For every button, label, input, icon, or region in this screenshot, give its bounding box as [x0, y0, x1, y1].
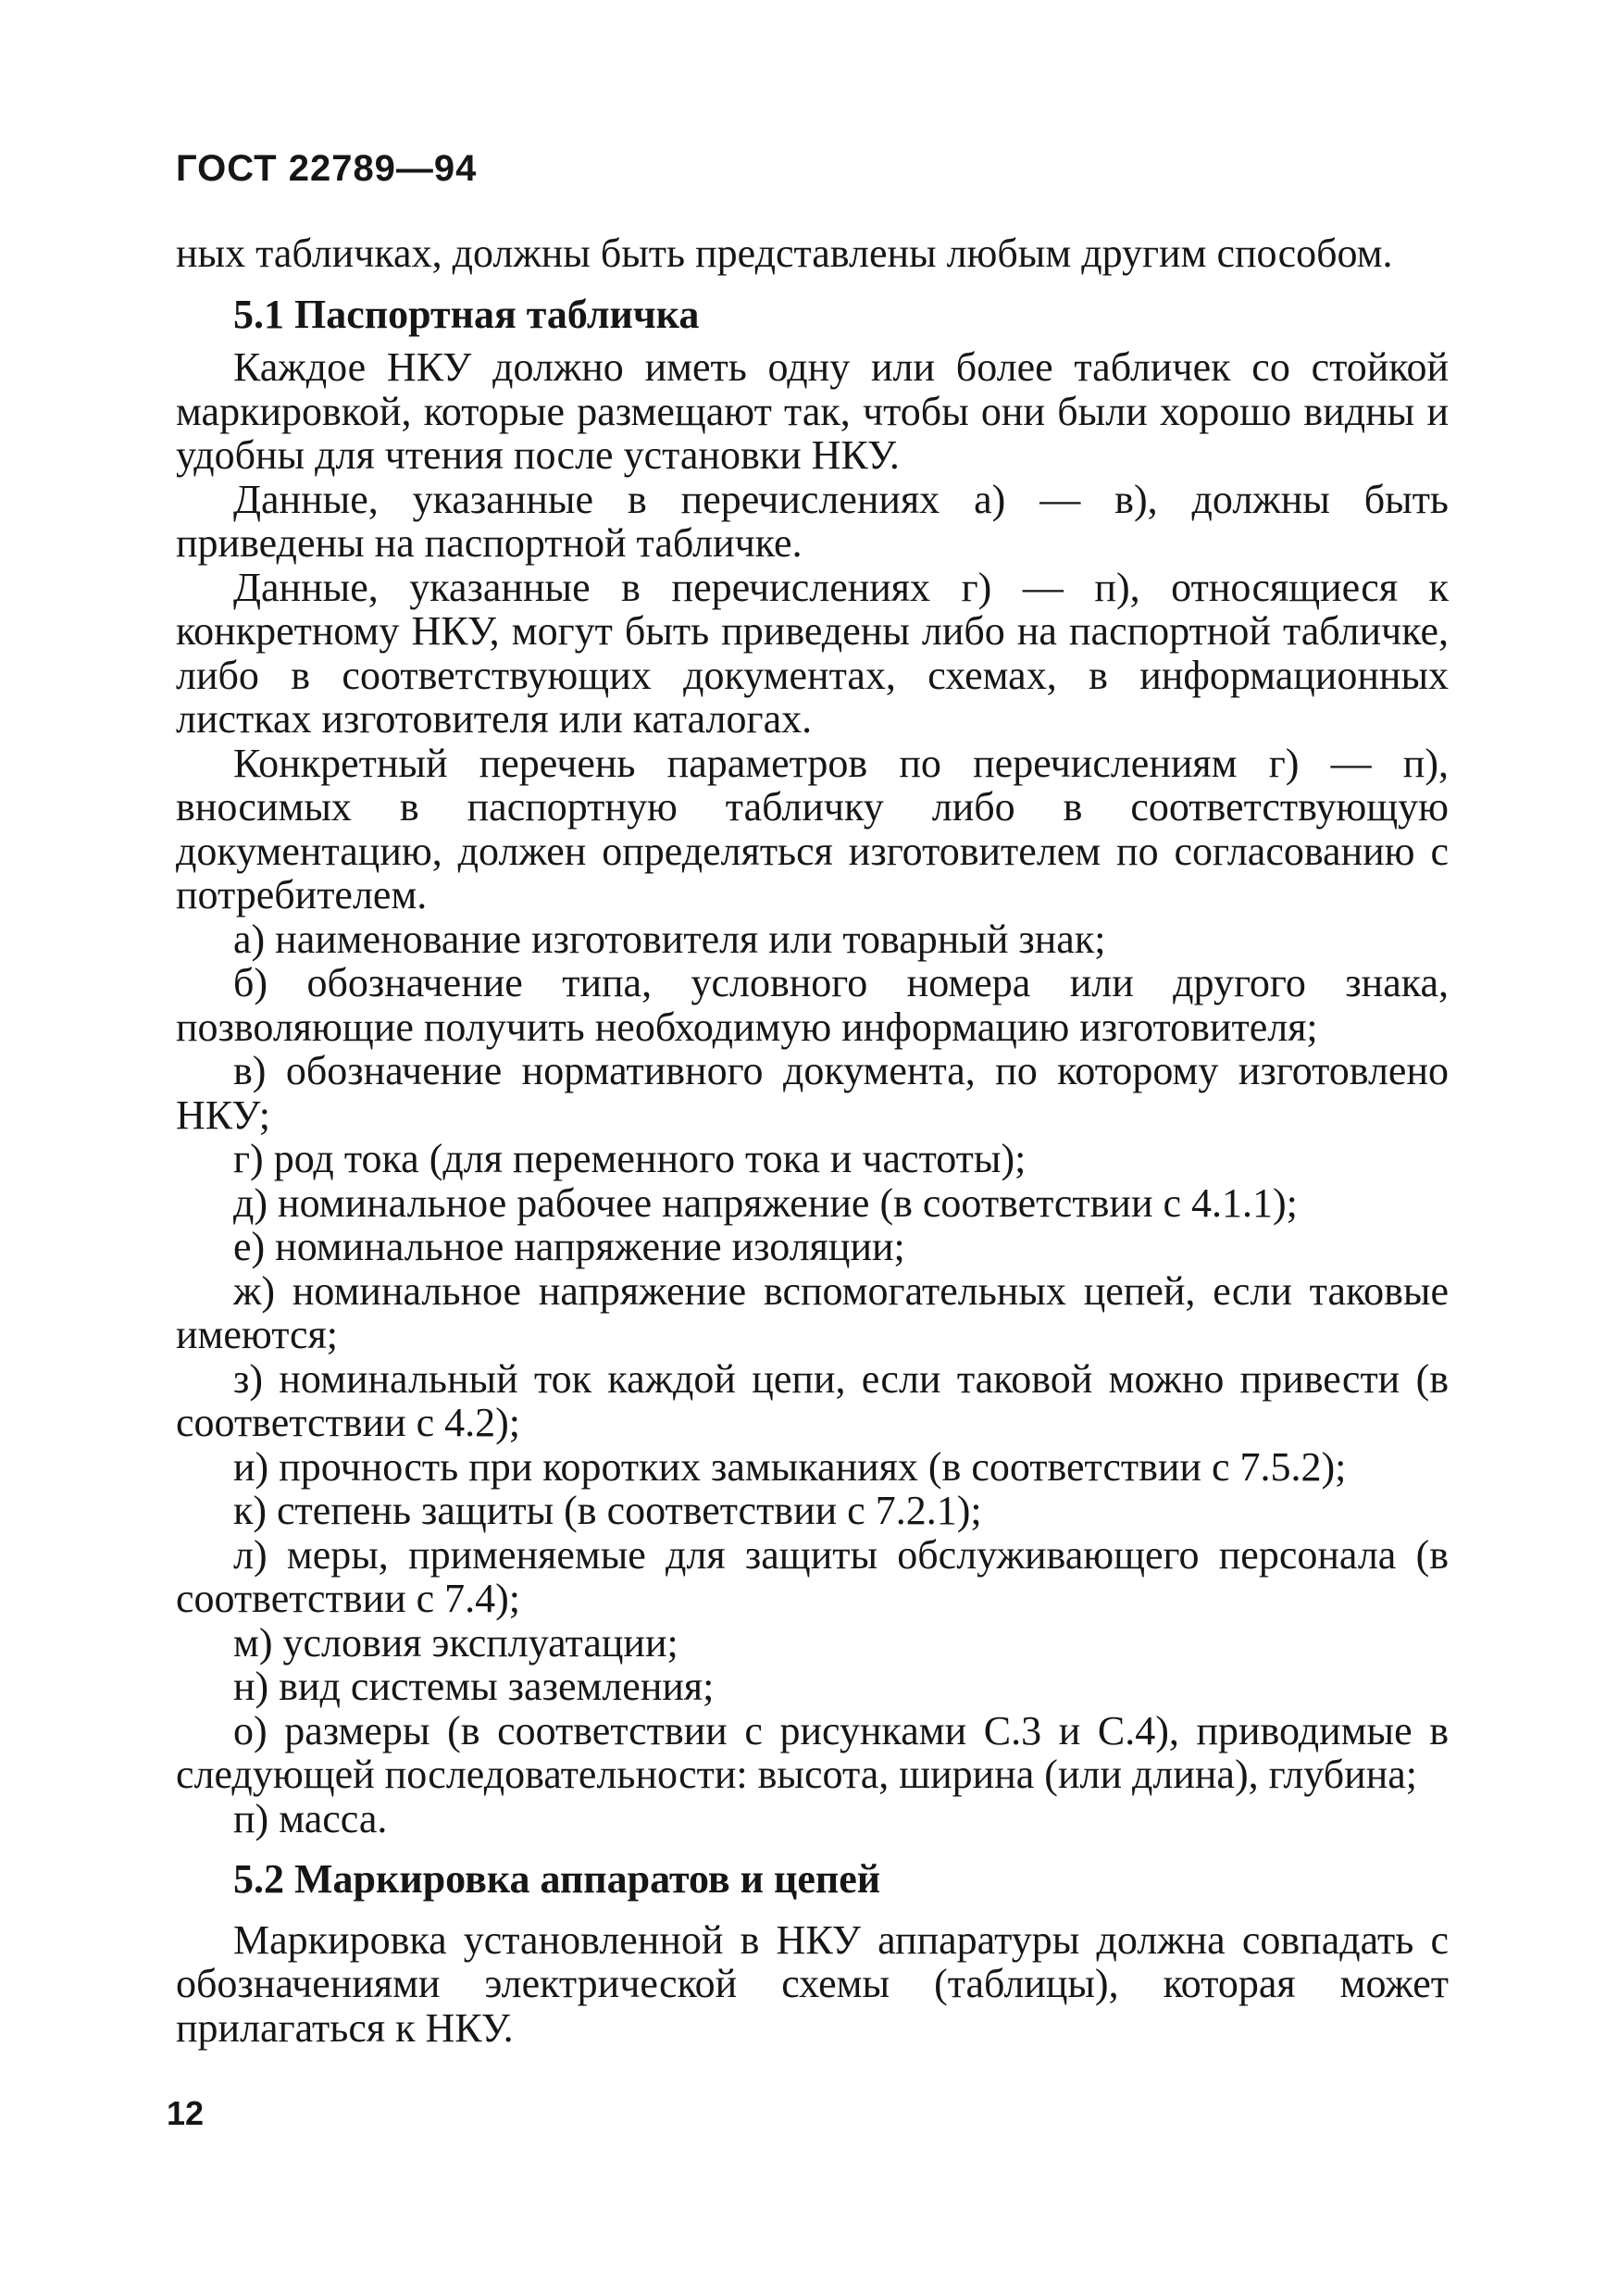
list-item-zh: ж) номинальное напряжение вспомогательных цепей, если таковые имеются;	[176, 1267, 1449, 1357]
list-item-k: к) степень защиты (в соответствии с 7.2.1);	[233, 1488, 982, 1533]
section-5-2-paragraph: Маркировка установленной в НКУ аппаратуры должна совпадать с обозначениями электрической схемы (таблицы), которая может прилагаться к НКУ.	[176, 1916, 1449, 2051]
list-item-d: д) номинальное рабочее напряжение (в соответствии с 4.1.1);	[233, 1179, 1298, 1226]
parameter-list	[176, 917, 1449, 1841]
list-item-v: в) обозначение нормативного документа, по которому изготовлено НКУ;	[176, 1048, 1449, 1138]
list-item-z: з) номинальный ток каждой цепи, если таковой можно привести (в соответствии с 4.2);	[176, 1355, 1449, 1445]
list-item-p: п) масса.	[233, 1795, 388, 1841]
section-5-1-paragraph-4: Конкретный перечень параметров по перечислениям г) — п), вносимых в паспортную табличку либо в соответствующую документацию, должен определяться изготовителем по согласованию с потребителем.	[176, 740, 1449, 917]
section-5-1-paragraph-1: Каждое НКУ должно иметь одну или более табличек со стойкой маркировкой, которые размещают так, чтобы они были хорошо видны и удобны для чтения после установки НКУ.	[176, 344, 1449, 478]
continuation-paragraph: ных табличках, должны быть представлены любым другим способом.	[176, 231, 1393, 276]
list-item-b: б) обозначение типа, условного номера или другого знака, позволяющие получить необходимую информацию изготовителя;	[176, 960, 1449, 1050]
section-5-1-paragraph-2: Данные, указанные в перечислениях а) — в), должны быть приведены на паспортной табличке.	[176, 476, 1449, 566]
list-item-n: н) вид системы заземления;	[233, 1664, 715, 1709]
page-number: 12	[167, 2094, 205, 2132]
list-item-o: о) размеры (в соответствии с рисунками С.3 и С.4), приводимые в следующей последовательности: высота, ширина (или длина), глубина;	[176, 1707, 1449, 1797]
section-5-1-title: 5.1 Паспортная табличка	[233, 291, 700, 337]
list-item-l: л) меры, применяемые для защиты обслуживающего персонала (в соответствии с 7.4);	[176, 1531, 1449, 1621]
section-5-2-title: 5.2 Маркировка аппаратов и цепей	[233, 1856, 881, 1902]
document-body	[176, 231, 1449, 2050]
list-item-m: м) условия эксплуатации;	[233, 1619, 678, 1666]
list-item-g: г) род тока (для переменного тока и частоты);	[233, 1136, 1027, 1181]
list-item-i: и) прочность при коротких замыканиях (в соответствии с 7.5.2);	[233, 1443, 1347, 1490]
section-5-1-paragraph-3: Данные, указанные в перечислениях г) — п), относящиеся к конкретному НКУ, могут быть приведены либо на паспортной табличке, либо в соответствующих документах, схемах, в информационных листках изготовителя или каталогах.	[176, 564, 1449, 742]
document-header: ГОСТ 22789—94	[176, 148, 478, 189]
list-item-a: а) наименование изготовителя или товарный знак;	[233, 916, 1106, 962]
list-item-e: е) номинальное напряжение изоляции;	[233, 1224, 905, 1269]
